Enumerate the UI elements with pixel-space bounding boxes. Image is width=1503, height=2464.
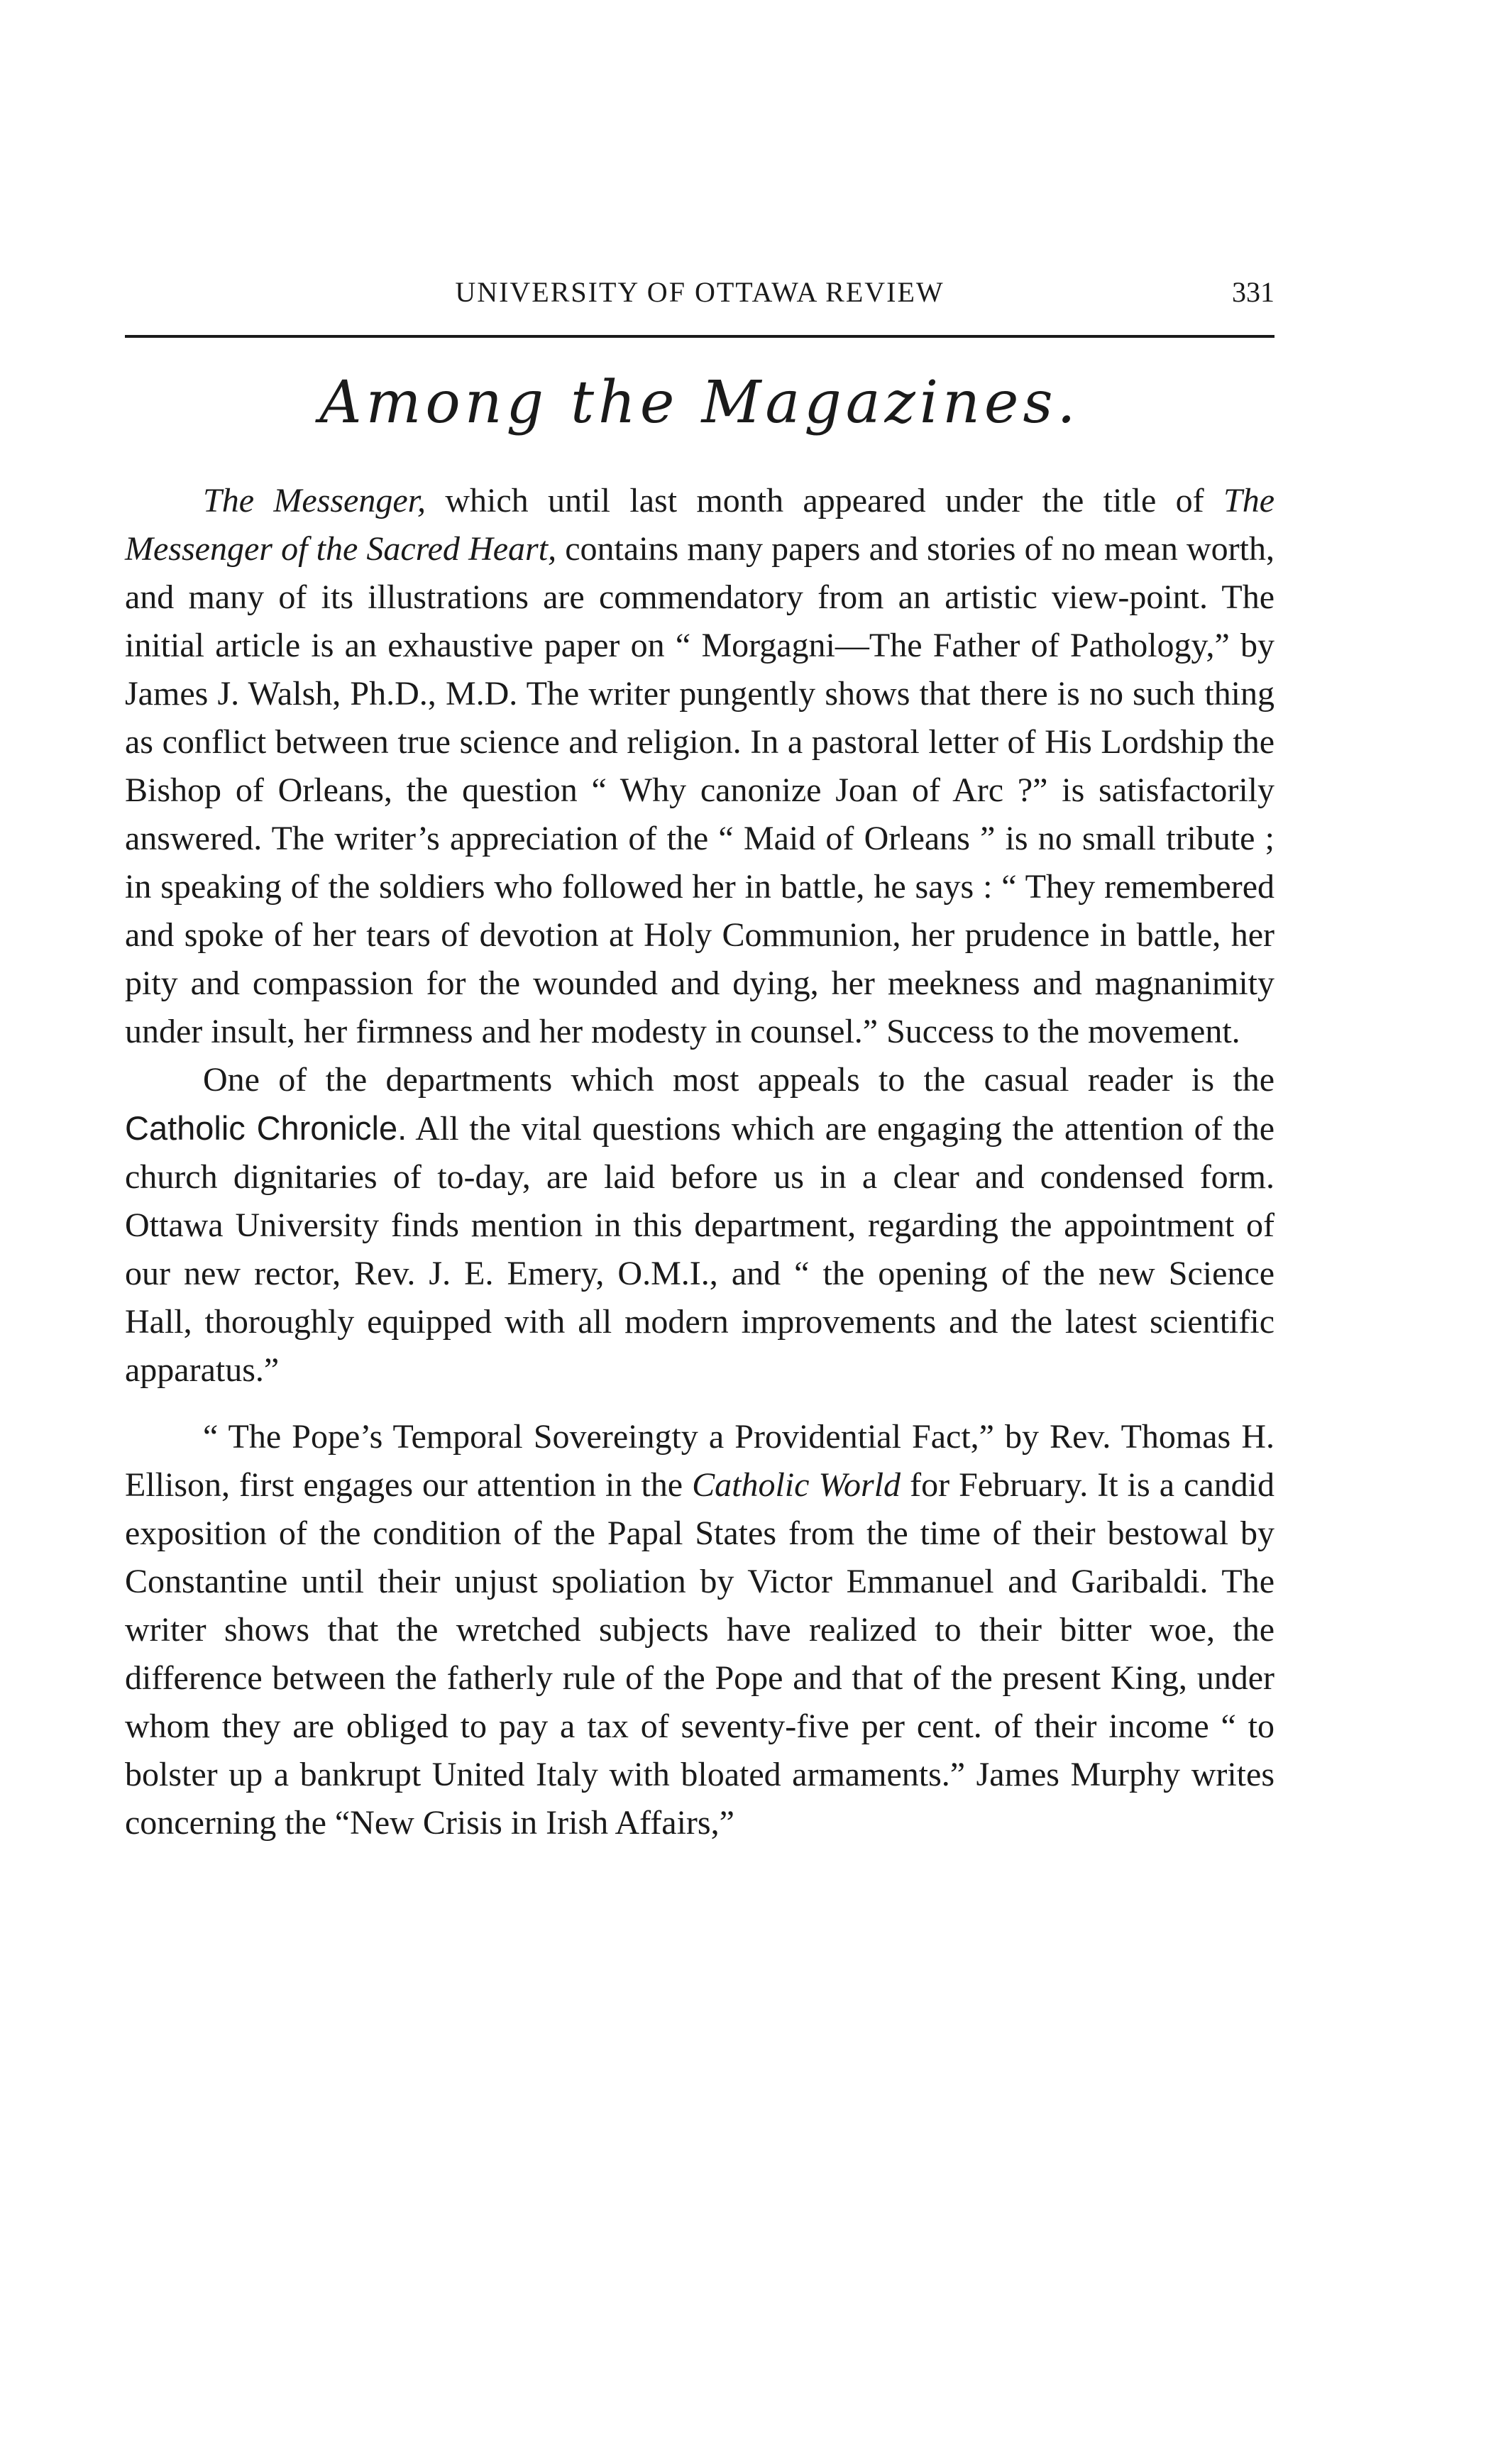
text-run: for February. It is a candid exposition of the condition of the Papal States from the time of their bestowal by Constantine until their unjust spoliation by Victor Emmanuel and Garibaldi. The writer shows that the wretched subjects have realized to their bitter woe, the difference between the fatherly rule of the Pope and that of the present King, under whom they are obliged to pay a tax of seventy-five per cent. of their income “ to bolster up a bankrupt United Italy with bloated armaments.” James Murphy writes concerning the “New Crisis in Irish Affairs,” xyxy=(125,1466,1274,1842)
running-head xyxy=(125,275,1274,318)
magazine-title: The Messenger of the Sacred Heart, xyxy=(125,482,1274,568)
department-name: Catholic Chronicle. xyxy=(125,1109,407,1147)
text-run: “ The Pope’s Temporal Sovereingty a Providential Fact,” by Rev. Thomas H. Ellison, first engages our attention in the xyxy=(125,1418,1274,1504)
article-body xyxy=(125,477,1274,1847)
text-run: One of the departments which most appeals to the casual reader is the xyxy=(203,1061,1274,1099)
paragraph-catholic-world xyxy=(125,1413,1274,1847)
paragraph-catholic-chronicle xyxy=(125,1056,1274,1395)
magazine-title: The Messenger, xyxy=(203,482,426,519)
page-number: 331 xyxy=(1232,276,1274,308)
text-run: All the vital questions which are engaging the attention of the church dignitaries of to-day, are laid before us in a clear and condensed form. Ottawa University finds mention in this department, regarding the appointment of our new rector, Rev. J. E. Emery, O.M.I., and “ the opening of the new Science Hall, thoroughly equipped with all modern improvements and the latest scientific apparatus.” xyxy=(125,1110,1275,1389)
section-title: Among the Magazines. xyxy=(319,369,1080,436)
text-run: which until last month appeared under the title of xyxy=(425,482,1223,519)
paragraph-messenger xyxy=(125,477,1274,1056)
journal-title: UNIVERSITY OF OTTAWA REVIEW xyxy=(455,276,945,308)
text-run: contains many papers and stories of no mean worth, and many of its illustrations are commendatory from an artistic view-point. The initial article is an exhaustive paper on “ Morgagni—The Father of Pathology,” by James J. Walsh, Ph.D., M.D. The writer pungently shows that there is no such thing as conflict between true science and religion. In a pastoral letter of His Lordship the Bishop of Orleans, the question “ Why canonize Joan of Arc ?” is satisfactorily answered. The writer’s appreciation of the “ Maid of Orleans ” is no small tribute ; in speaking of the soldiers who followed her in battle, he says : “ They remembered and spoke of her tears of devotion at Holy Communion, her prudence in battle, her pity and compassion for the wounded and dying, her meekness and magnanimity under insult, her firmness and her modesty in counsel.” Success to the movement. xyxy=(125,530,1274,1050)
magazine-title: Catholic World xyxy=(692,1466,901,1504)
header-rule xyxy=(125,335,1274,338)
